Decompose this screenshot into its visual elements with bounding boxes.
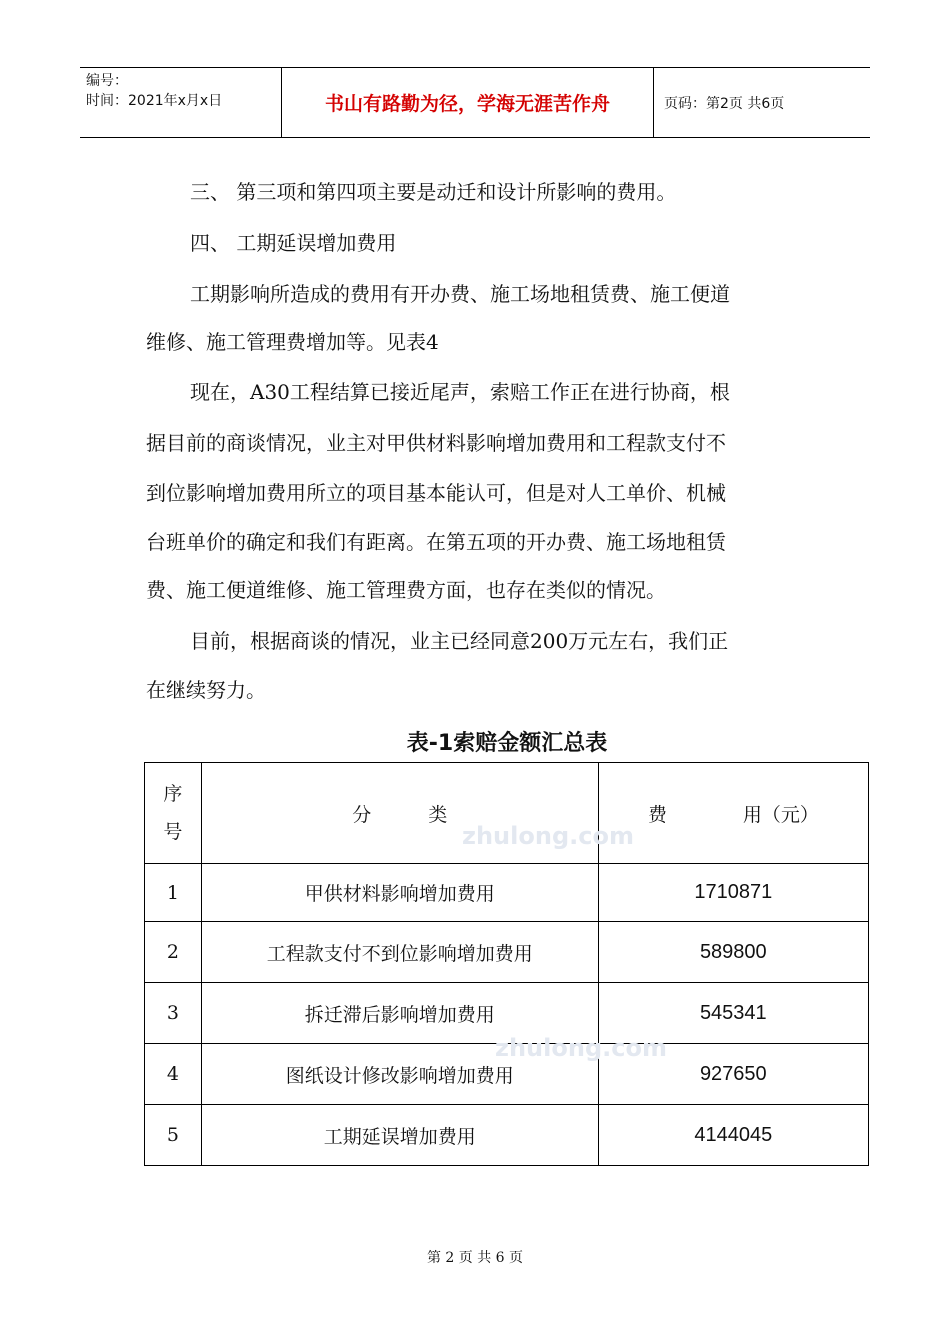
header-seq — [145, 763, 202, 864]
row-category: 工程款支付不到位影响增加费用 — [201, 922, 598, 983]
row-cost: 545341 — [598, 983, 868, 1044]
row-category: 工期延误增加费用 — [201, 1105, 598, 1166]
paragraph-line: 到位影响增加费用所立的项目基本能认可，但是对人工单价、机械 — [146, 481, 726, 505]
header-slogan: 书山有路勤为径，学海无涯苦作舟 — [282, 68, 654, 137]
paragraph-line: 维修、施工管理费增加等。见表4 — [146, 330, 439, 354]
paragraph-line: 费、施工便道维修、施工管理费方面，也存在类似的情况。 — [146, 578, 666, 602]
row-seq: 4 — [145, 1044, 202, 1105]
table-row — [145, 864, 869, 922]
paragraph-line: 在继续努力。 — [146, 678, 266, 702]
paragraph-line: 目前，根据商谈的情况，业主已经同意200万元左右，我们正 — [190, 629, 729, 653]
row-seq: 5 — [145, 1105, 202, 1166]
header-seq-char: 号 — [163, 821, 183, 843]
watermark-text: zhulong.com — [462, 822, 634, 850]
paragraph-line: 现在，A30工程结算已接近尾声，索赔工作正在进行协商，根 — [190, 380, 730, 404]
watermark-text: zhulong.com — [495, 1034, 667, 1062]
document-number-label: 编号： — [86, 73, 128, 89]
paragraph-line: 据目前的商谈情况，业主对甲供材料影响增加费用和工程款支付不 — [146, 431, 726, 455]
row-seq: 3 — [145, 983, 202, 1044]
item-4-heading: 四、 工期延误增加费用 — [190, 231, 397, 255]
header-page-info: 页码：第2页 共6页 — [664, 95, 785, 112]
header-meta — [80, 68, 282, 137]
document-time-label: 时间：2021年x月x日 — [86, 93, 223, 109]
row-seq: 1 — [145, 864, 202, 922]
row-category: 图纸设计修改影响增加费用 — [201, 1044, 598, 1105]
page-footer: 第 2 页 共 6 页 — [426, 1250, 524, 1266]
row-cost: 4144045 — [598, 1105, 868, 1166]
item-3-text: 三、 第三项和第四项主要是动迁和设计所影响的费用。 — [190, 180, 677, 204]
paragraph-line: 台班单价的确定和我们有距离。在第五项的开办费、施工场地租赁 — [146, 530, 726, 554]
page-header — [80, 67, 870, 138]
paragraph-line: 工期影响所造成的费用有开办费、施工场地租赁费、施工便道 — [190, 282, 730, 306]
row-cost: 1710871 — [598, 864, 868, 922]
table-row — [145, 1105, 869, 1166]
header-seq-char: 序 — [163, 783, 183, 805]
header-cost: 费 用（元） — [598, 763, 868, 864]
row-category: 拆迁滞后影响增加费用 — [201, 983, 598, 1044]
header-category: 分 类 — [201, 763, 598, 864]
table-row — [145, 922, 869, 983]
row-cost: 927650 — [598, 1044, 868, 1105]
row-category: 甲供材料影响增加费用 — [201, 864, 598, 922]
row-seq: 2 — [145, 922, 202, 983]
table-title: 表-1索赔金额汇总表 — [406, 731, 608, 756]
row-cost: 589800 — [598, 922, 868, 983]
